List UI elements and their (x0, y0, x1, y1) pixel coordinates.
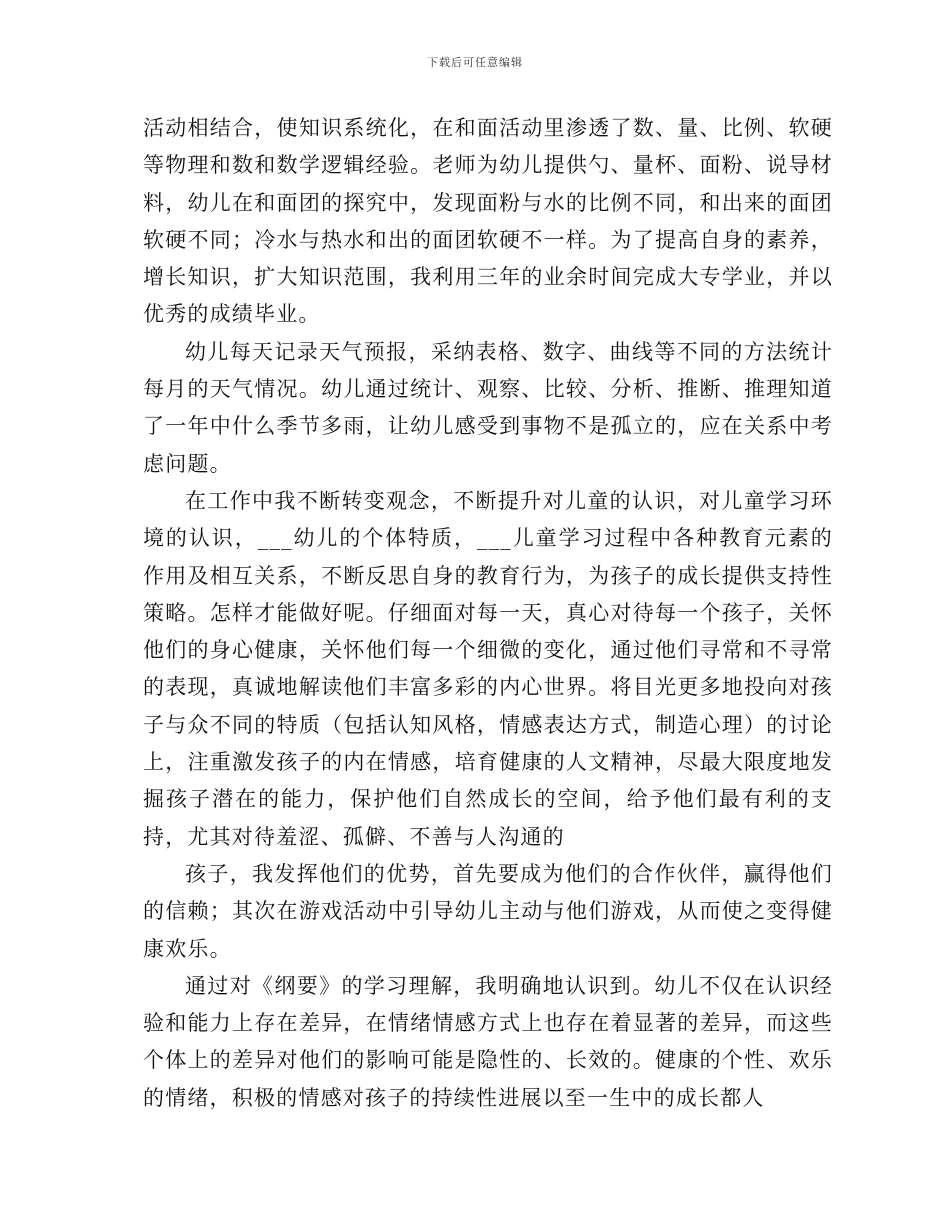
page-header: 下载后可任意编辑 (427, 56, 523, 69)
paragraph-4: 孩子，我发挥他们的优势，首先要成为他们的合作伙伴，赢得他们的信赖；其次在游戏活动中引导幼儿主动与他们游戏，从而使之变得健康欢乐。 (143, 861, 833, 961)
paragraph-2: 幼儿每天记录天气预报，采纳表格、数字、曲线等不同的方法统计每月的天气情况。幼儿通过统计、观察、比较、分析、推断、推理知道了一年中什么季节多雨，让幼儿感受到事物不是孤立的，应在关系中考虑问题。 (143, 339, 833, 476)
paragraph-3: 在工作中我不断转变观念，不断提升对儿童的认识，对儿童学习环境的认识，___幼儿的个体特质，___儿童学习过程中各种教育元素的作用及相互关系，不断反思自身的教育行为，为孩子的成长提供支持性策略。怎样才能做好呢。仔细面对每一天，真心对待每一个孩子，关怀他们的身心健康，关怀他们每一个细微的变化，通过他们寻常和不寻常的表现，真诚地解读他们丰富多彩的内心世界。将目光更多地投向对孩子与众不同的特质（包括认知风格，情感表达方式，制造心理）的讨论上，注重激发孩子的内在情感，培育健康的人文精神，尽最大限度地发掘孩子潜在的能力，保护他们自然成长的空间，给予他们最有利的支持，尤其对待羞涩、孤僻、不善与人沟通的 (143, 488, 833, 849)
paragraph-5: 通过对《纲要》的学习理解，我明确地认识到。幼儿不仅在认识经验和能力上存在差异，在情绪情感方式上也存在着显著的差异，而这些个体上的差异对他们的影响可能是隐性的、长效的。健康的个性、欢乐的情绪，积极的情感对孩子的持续性进展以至一生中的成长都人 (143, 973, 833, 1110)
document-body (143, 110, 833, 1117)
paragraph-1: 活动相结合，使知识系统化，在和面活动里渗透了数、量、比例、软硬等物理和数和数学逻辑经验。老师为幼儿提供勺、量杯、面粉、说导材料，幼儿在和面团的探究中，发现面粉与水的比例不同，和出来的面团软硬不同；冷水与热水和出的面团软硬不一样。为了提高自身的素养，增长知识，扩大知识范围，我利用三年的业余时间完成大专学业，并以优秀的成绩毕业。 (143, 116, 833, 327)
